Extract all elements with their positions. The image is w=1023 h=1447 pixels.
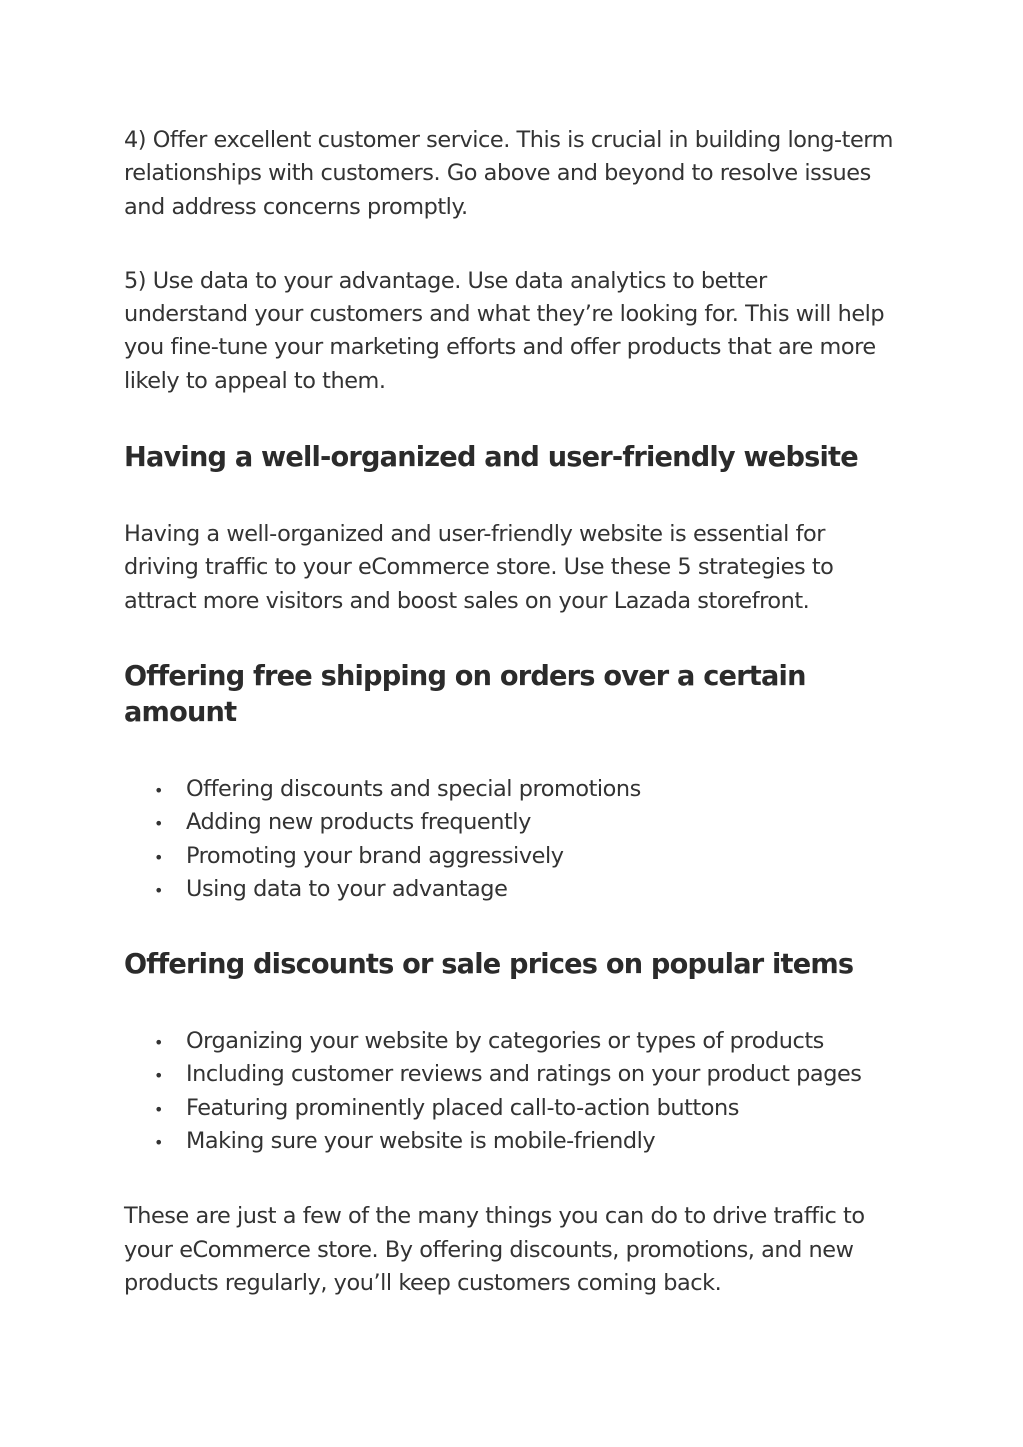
list-item-text: Organizing your website by categories or types of products — [186, 1028, 824, 1055]
list-item-text: Adding new products frequently — [186, 809, 531, 836]
list-item — [124, 806, 894, 839]
list-item — [124, 1092, 894, 1125]
paragraph-conclusion: These are just a few of the many things you can do to drive traffic to your eCommerce store. By offering discounts, promotions, and new products regularly, you’ll keep customers coming back. — [124, 1203, 865, 1296]
paragraph-website-intro: Having a well-organized and user-friendly website is essential for driving traffic to your eCommerce store. Use these 5 strategies to attract more visitors and boost sales on your Lazada storefront. — [124, 521, 834, 614]
list-item — [124, 1125, 894, 1158]
bullet-icon: • — [154, 814, 163, 834]
list-item-text: Making sure your website is mobile-friendly — [186, 1128, 656, 1155]
list-item-text: Promoting your brand aggressively — [186, 842, 564, 869]
list-discounts — [124, 1025, 894, 1158]
document-page — [124, 124, 894, 1300]
heading-free-shipping: Offering free shipping on orders over a certain amount — [124, 660, 806, 728]
list-item-text: Including customer reviews and ratings on your product pages — [186, 1061, 862, 1088]
bullet-icon: • — [154, 1099, 163, 1119]
heading-user-friendly-website: Having a well-organized and user-friendly website — [124, 442, 858, 474]
heading-discounts-sale-prices: Offering discounts or sale prices on popular items — [124, 949, 854, 981]
paragraph-customer-service: 4) Offer excellent customer service. This is crucial in building long-term relationships with customers. Go above and beyond to resolve issues and address concerns promptly. — [124, 127, 893, 220]
bullet-icon: • — [154, 1033, 163, 1053]
list-item-text: Offering discounts and special promotions — [186, 775, 641, 802]
bullet-icon: • — [154, 880, 163, 900]
list-item-text: Featuring prominently placed call-to-action buttons — [186, 1094, 739, 1121]
list-item — [124, 773, 894, 806]
list-item — [124, 1025, 894, 1058]
list-free-shipping — [124, 773, 894, 906]
list-item-text: Using data to your advantage — [186, 875, 508, 902]
list-item — [124, 873, 894, 906]
list-item — [124, 1058, 894, 1091]
list-item — [124, 840, 894, 873]
bullet-icon: • — [154, 1066, 163, 1086]
bullet-icon: • — [154, 1133, 163, 1153]
bullet-icon: • — [154, 847, 163, 867]
bullet-icon: • — [154, 780, 163, 800]
paragraph-use-data: 5) Use data to your advantage. Use data analytics to better understand your customers and what they’re looking for. This will help you fine-tune your marketing efforts and offer products that are more likely to appeal to them. — [124, 267, 885, 394]
